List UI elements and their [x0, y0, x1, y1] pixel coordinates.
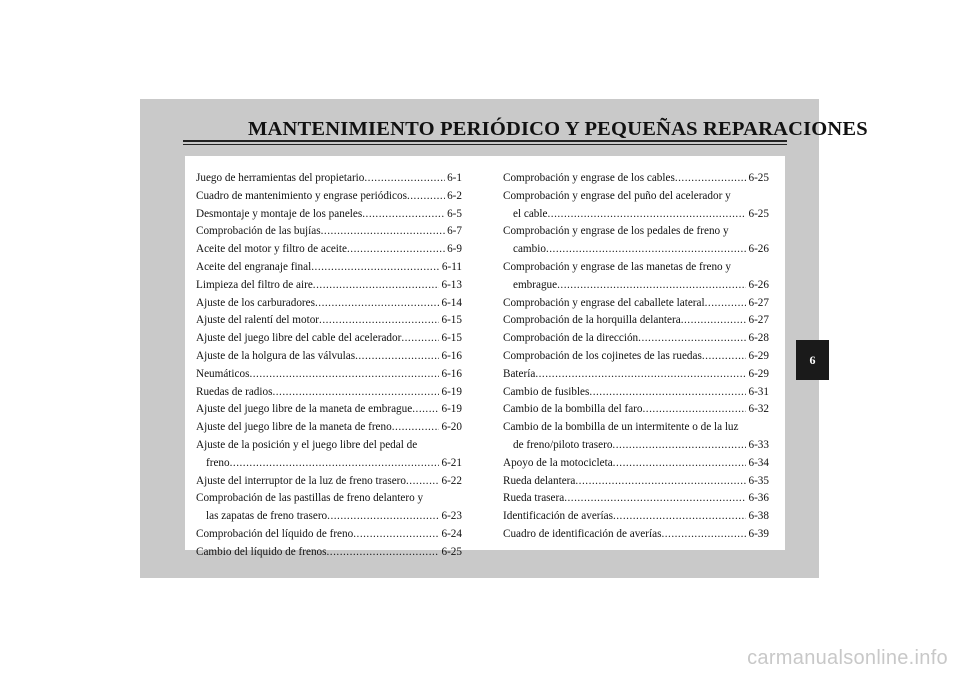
dot-leader	[613, 455, 747, 473]
toc-entry-leader	[196, 401, 462, 419]
toc-entry[interactable]	[503, 312, 769, 330]
toc-entry[interactable]	[196, 366, 462, 384]
toc-entry-title: Cambio de la bombilla de un intermitente o de la luz	[503, 421, 739, 434]
toc-entry-leader	[503, 312, 769, 330]
watermark: carmanualsonline.info	[747, 647, 948, 669]
dot-leader	[406, 473, 439, 491]
toc-entry-page: 6-21	[441, 456, 462, 469]
toc-entry-title: Comprobación y engrase de los pedales de freno y	[503, 225, 729, 238]
toc-entry-page: 6-35	[748, 474, 769, 487]
toc-entry[interactable]	[503, 330, 769, 348]
toc-entry-leader	[196, 455, 462, 473]
dot-leader	[638, 330, 746, 348]
toc-entry-page: 6-32	[748, 403, 769, 416]
dot-leader	[347, 241, 445, 259]
toc-entry-leader	[503, 170, 769, 188]
toc-entry-title: Comprobación de las bujías	[196, 225, 321, 238]
toc-entry-page: 6-13	[441, 278, 462, 291]
toc-entry-page: 6-9	[447, 243, 462, 256]
toc-entry-page: 6-38	[748, 510, 769, 523]
toc-entry-title: Juego de herramientas del propietario	[196, 172, 365, 184]
toc-entry-title: Comprobación de la dirección	[503, 332, 639, 345]
toc-entry-leader	[503, 490, 769, 508]
page-title: MANTENIMIENTO PERIÓDICO Y PEQUEÑAS REPARACIONES	[248, 118, 868, 140]
toc-entry[interactable]	[503, 473, 769, 491]
dot-leader	[315, 295, 440, 313]
toc-entry[interactable]	[503, 526, 769, 544]
toc-entry-leader	[196, 508, 462, 526]
toc-panel	[185, 156, 785, 558]
toc-entry[interactable]	[196, 490, 462, 526]
dot-leader	[546, 241, 747, 259]
dot-leader	[362, 206, 445, 224]
toc-entry[interactable]	[196, 526, 462, 544]
toc-entry-leader	[196, 188, 462, 206]
toc-entry-leader	[503, 384, 769, 402]
toc-entry[interactable]	[503, 419, 769, 455]
toc-entry-page: 6-1	[447, 172, 462, 184]
toc-entry-title: Rueda trasera	[503, 492, 565, 505]
toc-entry-title: Comprobación y engrase del caballete lateral	[503, 296, 705, 309]
toc-entry-title: Aceite del engranaje final	[196, 260, 312, 273]
toc-entry-page: 6-31	[748, 385, 769, 398]
toc-entry-page: 6-36	[748, 492, 769, 505]
toc-entry-page: 6-5	[447, 207, 462, 220]
dot-leader	[575, 473, 746, 491]
toc-entry[interactable]	[503, 223, 769, 259]
toc-entry-title: Cuadro de mantenimiento y engrase periódicos	[196, 189, 407, 202]
toc-entry-page: 6-33	[748, 438, 769, 451]
toc-entry-title: Batería	[503, 367, 536, 380]
toc-entry-leader	[196, 223, 462, 241]
dot-leader	[230, 455, 440, 473]
toc-entry-page: 6-27	[748, 296, 769, 309]
toc-entry[interactable]	[503, 455, 769, 473]
toc-entry-leader	[503, 437, 769, 455]
title-rule-thin	[183, 144, 787, 145]
toc-entry-leader	[503, 348, 769, 366]
toc-entry[interactable]	[503, 384, 769, 402]
toc-entry-title: Ruedas de radios	[196, 385, 273, 398]
toc-entry-title: Ajuste de la posición y el juego libre del pedal de	[196, 438, 418, 451]
toc-entry[interactable]	[503, 259, 769, 295]
toc-entry-title: Ajuste de la holgura de las válvulas	[196, 349, 356, 362]
dot-leader	[407, 188, 445, 206]
toc-entry-leader	[196, 348, 462, 366]
toc-entry-title: Comprobación de las pastillas de freno delantero y	[196, 492, 424, 505]
title-rule	[183, 140, 787, 142]
dot-leader	[535, 366, 746, 384]
toc-entry-title: Cambio de fusibles	[503, 385, 590, 398]
toc-entry-page: 6-26	[748, 278, 769, 291]
toc-entry[interactable]	[196, 206, 462, 224]
dot-leader	[564, 490, 746, 508]
toc-entry-leader	[196, 473, 462, 491]
toc-entry-title: Apoyo de la motocicleta	[503, 456, 613, 469]
toc-entry-leader	[503, 277, 769, 295]
toc-entry-page: 6-29	[748, 367, 769, 380]
toc-entry-page: 6-11	[441, 260, 462, 273]
toc-entry-title: Comprobación y engrase de las manetas de freno y	[503, 260, 732, 273]
toc-entry-title: Cambio de la bombilla del faro	[503, 403, 643, 416]
toc-entry[interactable]	[196, 330, 462, 348]
dot-leader	[705, 295, 747, 313]
toc-entry-leader	[503, 473, 769, 491]
toc-entry-leader	[196, 277, 462, 295]
toc-entry-leader	[503, 455, 769, 473]
toc-entry-title: Aceite del motor y filtro de aceite	[196, 243, 347, 256]
toc-entry[interactable]	[196, 348, 462, 366]
toc-entry-title: freno	[206, 456, 230, 469]
dot-leader	[557, 277, 746, 295]
toc-entry-page: 6-29	[748, 349, 769, 362]
dot-leader	[311, 259, 440, 277]
toc-entry-leader	[503, 401, 769, 419]
toc-entry[interactable]	[196, 295, 462, 313]
toc-entry-page: 6-19	[441, 385, 462, 398]
toc-entry-page: 6-23	[441, 510, 462, 523]
toc-entry[interactable]	[503, 348, 769, 366]
toc-entry[interactable]	[503, 490, 769, 508]
toc-entry-title: las zapatas de freno trasero	[206, 510, 328, 523]
toc-entry-leader	[503, 330, 769, 348]
toc-entry-leader	[196, 526, 462, 544]
toc-entry-page: 6-39	[748, 527, 769, 540]
toc-entry-leader	[196, 295, 462, 313]
toc-entry-page: 6-7	[447, 225, 462, 238]
toc-entry-page: 6-22	[441, 474, 462, 487]
toc-entry-page: 6-19	[441, 403, 462, 416]
dot-leader	[249, 366, 439, 384]
dot-leader	[401, 330, 439, 348]
toc-entry-title: Comprobación y engrase de los cables	[503, 172, 675, 184]
toc-entry-leader	[196, 312, 462, 330]
toc-entry[interactable]	[196, 473, 462, 491]
dot-leader	[321, 223, 445, 241]
toc-column-right	[503, 170, 769, 544]
toc-entry[interactable]	[196, 384, 462, 402]
toc-column-left	[196, 170, 462, 562]
toc-entry-title: Ajuste del interruptor de la luz de freno trasero	[196, 474, 406, 487]
toc-entry-page: 6-2	[447, 189, 462, 202]
toc-entry-title: Neumáticos	[196, 367, 250, 380]
toc-entry[interactable]	[503, 508, 769, 526]
dot-leader	[272, 384, 439, 402]
toc-entry-leader	[196, 544, 462, 562]
toc-entry-leader	[503, 241, 769, 259]
toc-entry-title: cambio	[513, 243, 546, 256]
toc-entry-page: 6-16	[441, 367, 462, 380]
toc-entry-title: de freno/piloto trasero	[513, 438, 613, 451]
toc-entry-title: Comprobación del líquido de freno	[196, 527, 354, 540]
toc-entry-title: Cambio del líquido de frenos	[196, 545, 327, 558]
toc-entry-title: Comprobación de la horquilla delantera	[503, 314, 681, 327]
dot-leader	[353, 526, 439, 544]
toc-entry-page: 6-14	[441, 296, 462, 309]
toc-entry[interactable]	[503, 188, 769, 224]
dot-leader	[681, 312, 747, 330]
toc-entry-leader	[196, 330, 462, 348]
toc-entry-page: 6-26	[748, 243, 769, 256]
toc-entry-page: 6-24	[441, 527, 462, 540]
toc-entry[interactable]	[196, 170, 462, 188]
toc-entry-leader	[503, 508, 769, 526]
toc-entry[interactable]	[196, 223, 462, 241]
toc-entry-page: 6-15	[441, 314, 462, 327]
toc-entry[interactable]	[503, 295, 769, 313]
toc-entry[interactable]	[196, 544, 462, 562]
dot-leader	[547, 206, 746, 224]
toc-entry[interactable]	[196, 401, 462, 419]
dot-leader	[675, 170, 747, 188]
toc-entry-leader	[503, 295, 769, 313]
toc-entry-leader	[503, 366, 769, 384]
toc-entry[interactable]	[503, 401, 769, 419]
toc-entry-leader	[196, 259, 462, 277]
toc-entry-page: 6-25	[748, 172, 769, 184]
toc-entry-title: embrague	[513, 278, 558, 291]
toc-entry-page: 6-20	[441, 421, 462, 434]
toc-entry[interactable]	[196, 259, 462, 277]
dot-leader	[313, 277, 440, 295]
dot-leader	[327, 508, 439, 526]
toc-entry-page: 6-25	[748, 207, 769, 220]
toc-entry-title: Ajuste de los carburadores	[196, 296, 315, 309]
toc-entry-title: Rueda delantera	[503, 474, 576, 487]
dot-leader	[327, 544, 440, 562]
dot-leader	[412, 401, 439, 419]
dot-leader	[355, 348, 439, 366]
dot-leader	[392, 419, 440, 437]
toc-entry-title: Comprobación y engrase del puño del acelerador y	[503, 189, 731, 202]
toc-entry[interactable]	[196, 437, 462, 473]
toc-entry-title: Ajuste del ralentí del motor	[196, 314, 320, 327]
toc-entry[interactable]	[196, 277, 462, 295]
toc-entry-title: Cuadro de identificación de averías	[503, 527, 662, 540]
toc-entry-leader	[196, 206, 462, 224]
toc-entry-title: Desmontaje y montaje de los paneles	[196, 207, 363, 220]
toc-entry-title: Limpieza del filtro de aire	[196, 278, 313, 291]
toc-entry-page: 6-34	[748, 456, 769, 469]
toc-entry-page: 6-15	[441, 332, 462, 345]
toc-entry-page: 6-25	[441, 545, 462, 558]
dot-leader	[612, 437, 746, 455]
dot-leader	[319, 312, 439, 330]
dot-leader	[364, 170, 445, 188]
toc-entry-title: Ajuste del juego libre del cable del acelerador	[196, 332, 402, 345]
toc-entry-leader	[196, 384, 462, 402]
toc-entry-title: Identificación de averías	[503, 510, 613, 523]
toc-entry-title: Ajuste del juego libre de la maneta de freno	[196, 421, 392, 434]
toc-entry-leader	[196, 241, 462, 259]
toc-entry-leader	[196, 419, 462, 437]
toc-entry-leader	[503, 526, 769, 544]
toc-entry-title: el cable	[513, 207, 548, 220]
toc-entry[interactable]	[196, 241, 462, 259]
toc-entry-page: 6-16	[441, 349, 462, 362]
dot-leader	[589, 384, 746, 402]
dot-leader	[661, 526, 746, 544]
chapter-tab[interactable]: 6	[796, 340, 829, 380]
toc-entry-leader	[196, 366, 462, 384]
dot-leader	[613, 508, 747, 526]
toc-entry[interactable]	[196, 419, 462, 437]
dot-leader	[643, 401, 747, 419]
toc-entry[interactable]	[196, 312, 462, 330]
toc-entry-title: Comprobación de los cojinetes de las ruedas	[503, 349, 702, 362]
toc-entry[interactable]	[196, 188, 462, 206]
toc-entry[interactable]	[503, 366, 769, 384]
dot-leader	[702, 348, 747, 366]
toc-entry-page: 6-28	[748, 332, 769, 345]
toc-entry-leader	[503, 206, 769, 224]
toc-entry-leader	[196, 170, 462, 188]
toc-entry[interactable]	[503, 170, 769, 188]
toc-entry-page: 6-27	[748, 314, 769, 327]
toc-entry-title: Ajuste del juego libre de la maneta de embrague	[196, 403, 413, 416]
